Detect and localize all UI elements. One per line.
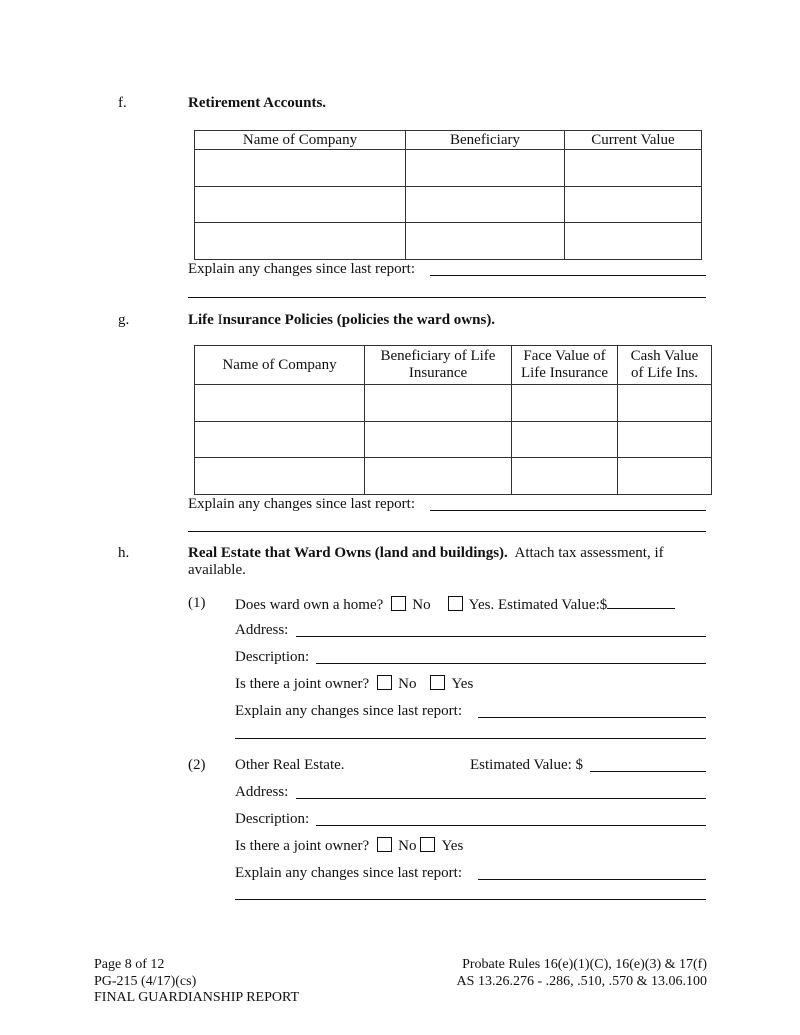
cell[interactable]	[565, 187, 702, 223]
explain-label: Explain any changes since last report:	[188, 496, 416, 512]
description-field[interactable]	[316, 825, 706, 826]
header-face-value: Face Value of Life Insurance	[512, 346, 618, 385]
section-h-title: Real Estate that Ward Owns (land and buildings). Attach tax assessment, if	[188, 545, 664, 561]
explain-label: Explain any changes since last report:	[235, 703, 463, 719]
cell[interactable]	[406, 150, 565, 187]
home-no-checkbox[interactable]	[391, 596, 406, 611]
cell[interactable]	[512, 385, 618, 422]
header-name-of-company: Name of Company	[195, 346, 365, 385]
explain-field[interactable]	[478, 717, 706, 718]
header-name-of-company: Name of Company	[195, 131, 406, 150]
address-label: Address:	[235, 622, 289, 638]
table-row	[195, 385, 712, 422]
joint-owner-question: Is there a joint owner? No Yes	[235, 676, 474, 692]
header-cash-value: Cash Value of Life Ins.	[618, 346, 712, 385]
home-yes-checkbox[interactable]	[448, 596, 463, 611]
section-f-title: Retirement Accounts.	[188, 95, 327, 111]
joint-no-checkbox[interactable]	[377, 837, 392, 852]
cell[interactable]	[195, 223, 406, 260]
life-insurance-table	[194, 345, 712, 495]
joint-no-checkbox[interactable]	[377, 675, 392, 690]
cell[interactable]	[365, 385, 512, 422]
cell[interactable]	[195, 458, 365, 495]
table-row	[195, 223, 702, 260]
cell[interactable]	[406, 223, 565, 260]
cell[interactable]	[365, 458, 512, 495]
item2-number: (2)	[188, 757, 206, 773]
section-f-letter: f.	[118, 95, 127, 111]
cell[interactable]	[195, 187, 406, 223]
joint-yes-checkbox[interactable]	[430, 675, 445, 690]
form-title: FINAL GUARDIANSHIP REPORT	[94, 990, 300, 1005]
table-row	[195, 458, 712, 495]
cell[interactable]	[195, 150, 406, 187]
estimated-value-field[interactable]	[590, 771, 706, 772]
cell[interactable]	[618, 422, 712, 458]
explain-field-line2[interactable]	[188, 297, 706, 298]
cell[interactable]	[406, 187, 565, 223]
estimated-value-field[interactable]	[607, 594, 675, 609]
cell[interactable]	[618, 385, 712, 422]
retirement-accounts-table	[194, 130, 702, 260]
cell[interactable]	[565, 223, 702, 260]
header-current-value: Current Value	[565, 131, 702, 150]
header-beneficiary: Beneficiary	[406, 131, 565, 150]
table-row	[195, 422, 712, 458]
table-row	[195, 187, 702, 223]
form-number: PG-215 (4/17)(cs)	[94, 973, 197, 989]
cell[interactable]	[195, 422, 365, 458]
header-beneficiary: Beneficiary of Life Insurance	[365, 346, 512, 385]
footer-left	[94, 957, 299, 1007]
section-h-title-line2: available.	[188, 562, 246, 578]
description-field[interactable]	[316, 663, 706, 664]
cell[interactable]	[365, 422, 512, 458]
other-real-estate-label: Other Real Estate.	[235, 757, 345, 773]
probate-rules: Probate Rules 16(e)(1)(C), 16(e)(3) & 17(f)	[462, 957, 707, 972]
explain-label: Explain any changes since last report:	[188, 261, 416, 277]
home-question: Does ward own a home? No Yes. Estimated Value:$	[235, 594, 675, 614]
explain-field[interactable]	[430, 275, 706, 276]
item1-number: (1)	[188, 595, 206, 611]
cell[interactable]	[565, 150, 702, 187]
statutes: AS 13.26.276 - .286, .510, .570 & 13.06.100	[456, 973, 707, 989]
address-label: Address:	[235, 784, 289, 800]
cell[interactable]	[512, 458, 618, 495]
section-g-title: Life Insurance Policies (policies the ward owns).	[188, 312, 496, 328]
footer-right	[457, 957, 707, 990]
explain-field-line2[interactable]	[188, 531, 706, 532]
description-label: Description:	[235, 811, 310, 827]
section-g-letter: g.	[118, 312, 130, 328]
table-row	[195, 150, 702, 187]
address-field[interactable]	[296, 798, 706, 799]
explain-field-line2[interactable]	[235, 899, 706, 900]
section-h-letter: h.	[118, 545, 130, 561]
address-field[interactable]	[296, 636, 706, 637]
cell[interactable]	[195, 385, 365, 422]
estimated-value-label: Estimated Value: $	[470, 757, 584, 773]
explain-field[interactable]	[430, 510, 706, 511]
cell[interactable]	[618, 458, 712, 495]
cell[interactable]	[512, 422, 618, 458]
joint-owner-question: Is there a joint owner? No Yes	[235, 838, 464, 854]
explain-label: Explain any changes since last report:	[235, 865, 463, 881]
joint-yes-checkbox[interactable]	[420, 837, 435, 852]
description-label: Description:	[235, 649, 310, 665]
page-number: Page 8 of 12	[94, 957, 165, 972]
explain-field[interactable]	[478, 879, 706, 880]
explain-field-line2[interactable]	[235, 738, 706, 739]
